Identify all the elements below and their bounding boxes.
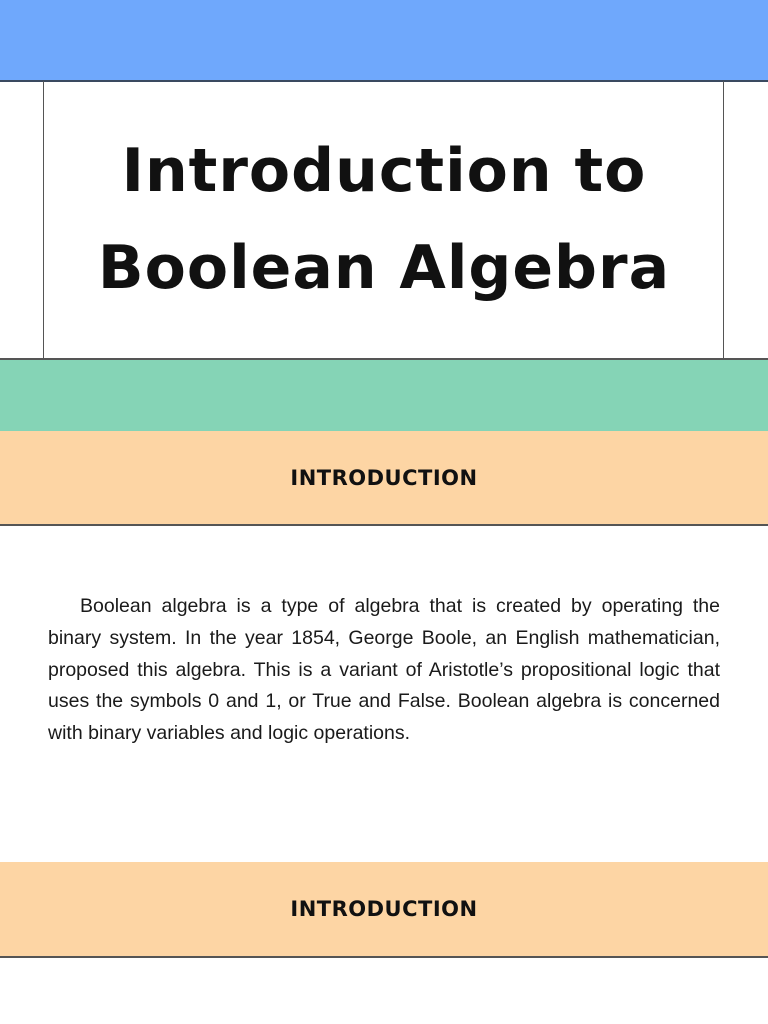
section-header-introduction <box>0 431 768 526</box>
top-color-band <box>0 0 768 82</box>
section-heading: INTRODUCTION <box>290 465 478 490</box>
body-paragraph: Boolean algebra is a type of algebra that is created by operating the binary system. In the year 1854, George Boole, an English mathematician, proposed this algebra. This is a variant of Aristotle’s propositional logic that uses the symbols 0 and 1, or True and False. Boolean algebra is concerned with binary variables and logic operations. <box>48 595 720 745</box>
title-box <box>44 82 724 358</box>
green-color-band <box>0 358 768 432</box>
section-header-introduction-2 <box>0 862 768 958</box>
page-title: Introduction to Boolean Algebra <box>97 136 671 303</box>
section-heading: INTRODUCTION <box>290 897 478 921</box>
